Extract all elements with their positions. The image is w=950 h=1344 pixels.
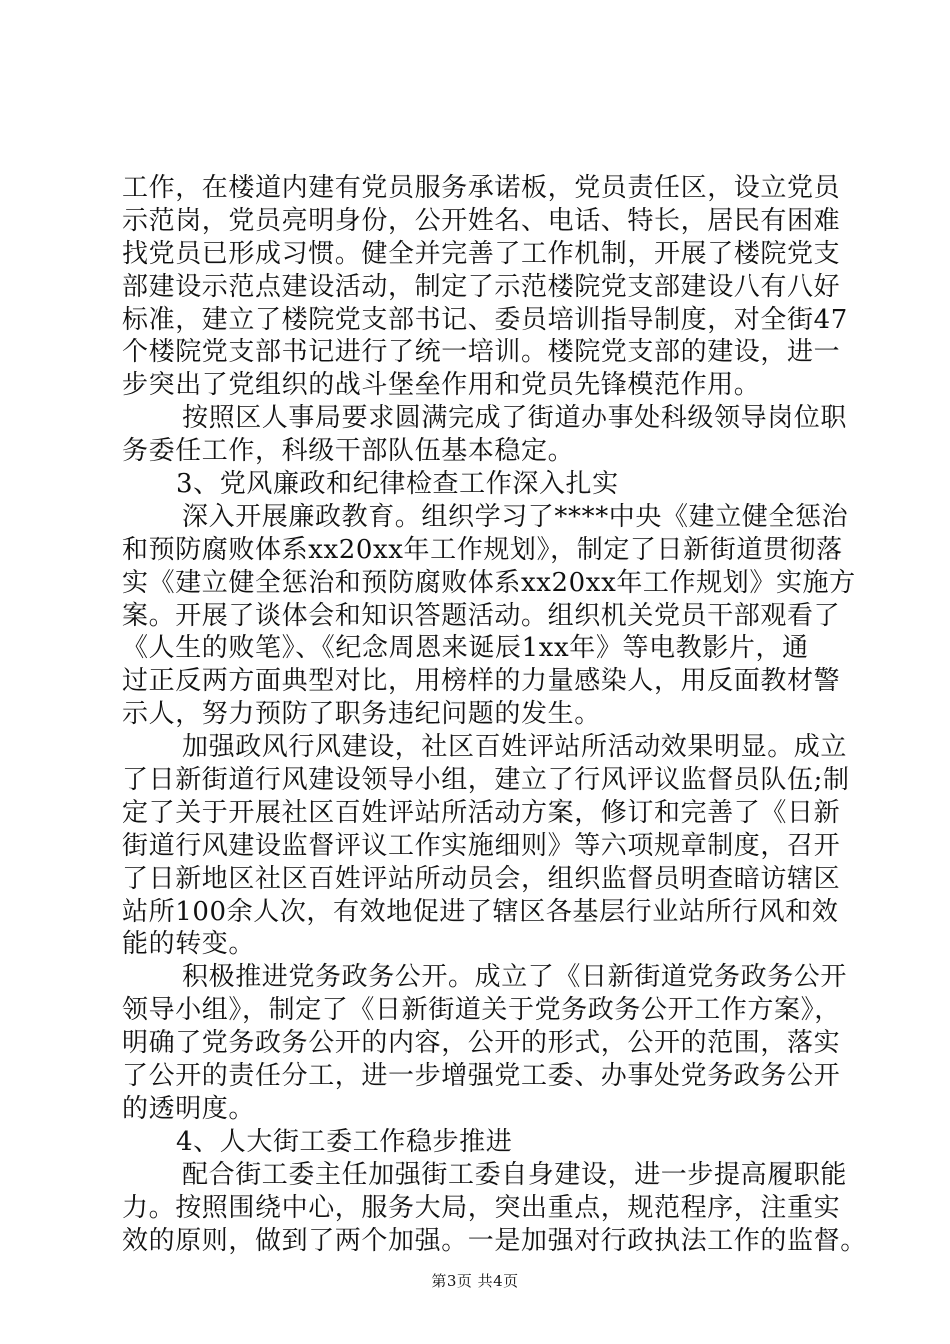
text-line: 《人生的败笔》、《纪念周恩来诞辰1xx年》等电教影片，通 bbox=[122, 633, 809, 664]
text-line: 个楼院党支部书记进行了统一培训。楼院党支部的建设，进一 bbox=[122, 337, 841, 368]
text-line: 街道行风建设监督评议工作实施细则》等六项规章制度，召开 bbox=[122, 830, 841, 861]
section-heading: 4、人大街工委工作稳步推进 bbox=[176, 1126, 513, 1157]
text-line: 了日新街道行风建设领导小组，建立了行风评议监督员队伍;制 bbox=[122, 765, 850, 796]
page-footer: 第3页 共4页 bbox=[431, 1272, 519, 1290]
text-line: 了日新地区社区百姓评站所动员会，组织监督员明查暗访辖区 bbox=[122, 863, 841, 894]
text-line: 示人，努力预防了职务违纪问题的发生。 bbox=[122, 699, 601, 730]
text-line: 过正反两方面典型对比，用榜样的力量感染人，用反面教材警 bbox=[122, 666, 841, 697]
text-line: 力。按照围绕中心，服务大局，突出重点，规范程序，注重实 bbox=[122, 1192, 841, 1223]
text-line: 步突出了党组织的战斗堡垒作用和党员先锋模范作用。 bbox=[122, 370, 761, 401]
paragraph-start-line: 深入开展廉政教育。组织学习了****中央《建立健全惩治 bbox=[182, 501, 849, 532]
paragraph-start-line: 配合街工委主任加强街工委自身建设，进一步提高履职能 bbox=[182, 1159, 848, 1190]
text-line: 找党员已形成习惯。健全并完善了工作机制，开展了楼院党支 bbox=[122, 238, 841, 269]
text-line: 务委任工作，科级干部队伍基本稳定。 bbox=[122, 436, 575, 467]
text-line: 定了关于开展社区百姓评站所活动方案，修订和完善了《日新 bbox=[122, 797, 841, 828]
text-line: 部建设示范点建设活动，制定了示范楼院党支部建设八有八好 bbox=[122, 271, 841, 302]
text-line: 能的转变。 bbox=[122, 929, 256, 960]
section-heading: 3、党风廉政和纪律检查工作深入扎实 bbox=[176, 469, 619, 500]
text-line: 案。开展了谈体会和知识答题活动。组织机关党员干部观看了 bbox=[122, 600, 841, 631]
text-line: 和预防腐败体系xx20xx年工作规划》，制定了日新街道贯彻落 bbox=[122, 534, 843, 565]
paragraph-start-line: 加强政风行风建设，社区百姓评站所活动效果明显。成立 bbox=[182, 732, 848, 763]
paragraph-start-line: 积极推进党务政务公开。成立了《日新街道党务政务公开 bbox=[182, 962, 848, 993]
text-line: 领导小组》，制定了《日新街道关于党务政务公开工作方案》， bbox=[122, 995, 841, 1026]
text-line: 标准，建立了楼院党支部书记、委员培训指导制度，对全街47 bbox=[122, 304, 848, 335]
document-body bbox=[122, 172, 867, 1257]
text-line: 明确了党务政务公开的内容，公开的形式，公开的范围，落实 bbox=[122, 1028, 841, 1059]
text-line: 示范岗，党员亮明身份，公开姓名、电话、特长，居民有困难 bbox=[122, 205, 841, 236]
paragraph-start-line: 按照区人事局要求圆满完成了街道办事处科级领导岗位职 bbox=[182, 403, 848, 434]
text-line: 工作，在楼道内建有党员服务承诺板，党员责任区，设立党员 bbox=[122, 173, 841, 203]
text-line: 效的原则，做到了两个加强。一是加强对行政执法工作的监督。 bbox=[122, 1225, 867, 1256]
text-line: 实《建立健全惩治和预防腐败体系xx20xx年工作规划》实施方 bbox=[122, 567, 856, 598]
text-line: 的透明度。 bbox=[122, 1093, 256, 1124]
text-line: 站所100余人次，有效地促进了辖区各基层行业站所行风和效 bbox=[122, 896, 839, 927]
text-line: 了公开的责任分工，进一步增强党工委、办事处党务政务公开 bbox=[122, 1061, 841, 1092]
